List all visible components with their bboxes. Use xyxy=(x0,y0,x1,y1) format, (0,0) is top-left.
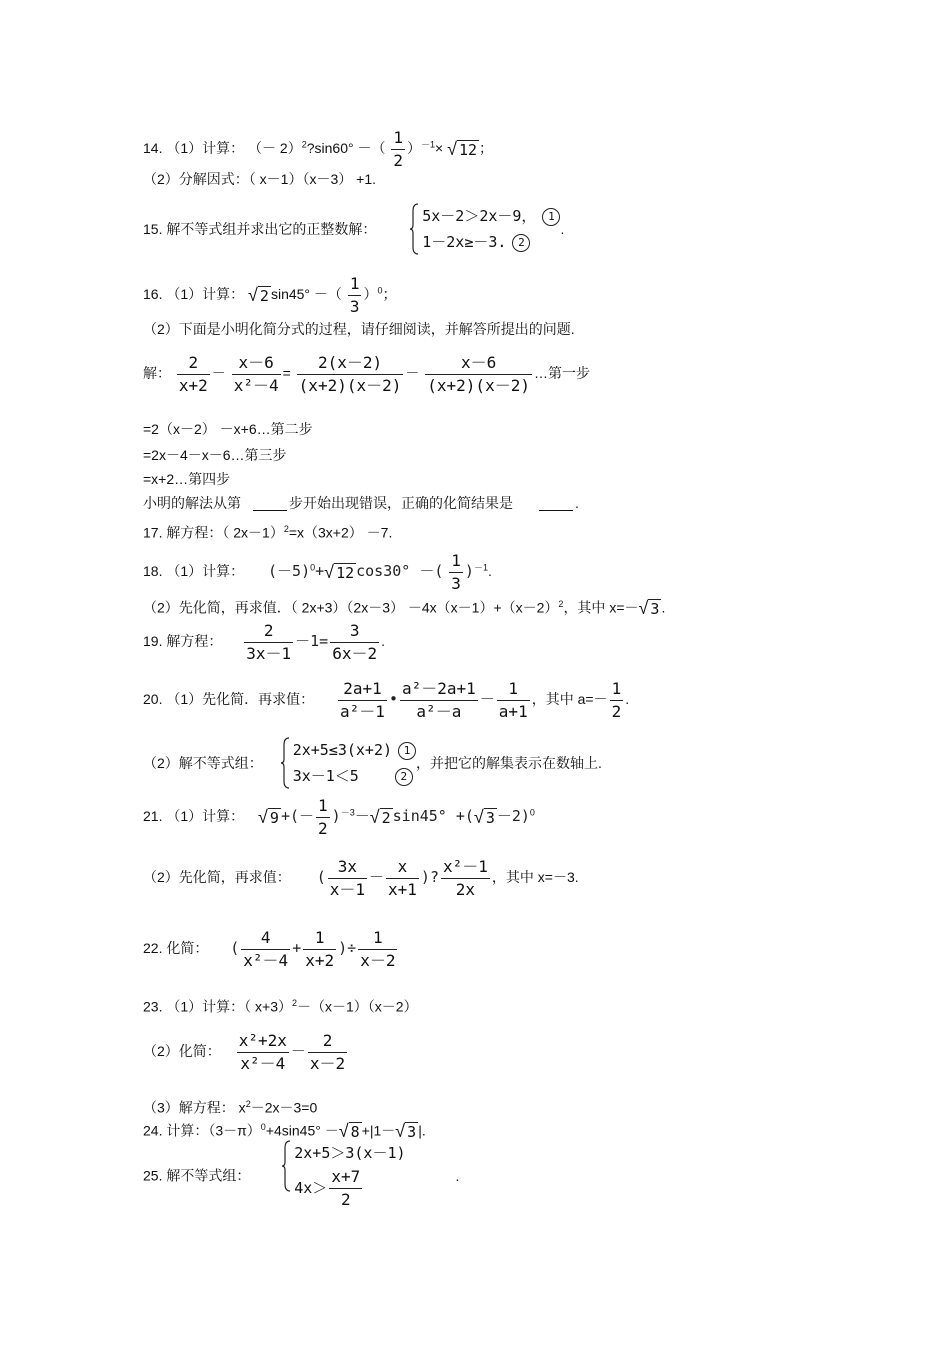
circled-number: 2 xyxy=(512,234,530,252)
sqrt-12: √ 12 xyxy=(324,562,355,582)
sqrt-2: √ 2 xyxy=(369,807,391,827)
circled-number: 2 xyxy=(395,768,413,786)
sqrt-9: √ 9 xyxy=(258,807,279,827)
problem-20-part2: （2）解不等式组： 2x+5≤3(x+2) 1 3x－1＜5 2 ，并把它的解集表示在数轴上. xyxy=(143,737,602,789)
solution-step2: =2（x－2） －x+6…第二步 xyxy=(143,421,313,437)
sqrt-3: √ 3 xyxy=(638,598,660,619)
solution-question: 小明的解法从第 步开始出现错误，正确的化简结果是 . xyxy=(143,495,579,511)
problem-21-part2: （2）先化简，再求值： ( $\frac{3x}{x-1}$ － $\frac{x}{x+1}$ )? $\frac{\text{x²－1}}{2x}$ ，其中 x=－3. xyxy=(143,857,579,899)
inequality-system-15: 5x－2＞2x－9， 1 1－2x≥－3. 2 xyxy=(410,203,560,255)
problem-17: 17. 解方程：（ 2x－1）$^2$=x（3x+2） －7. xyxy=(143,524,393,541)
problem-14-part1: 14. （1）计算： （－ 2）$^2$?sin60° －（ $\frac{1}{2}$ ）$^{-1}$× √ 12 ； xyxy=(143,128,494,170)
inequality-system-20: 2x+5≤3(x+2) 1 3x－1＜5 2 xyxy=(281,737,416,789)
brace-icon xyxy=(410,203,419,255)
problem-15: 15. 解不等式组并求出它的正整数解： 5x－2＞2x－9， 1 1－2x≥－3. 2 . xyxy=(143,203,564,255)
sqrt-8: √ 8 xyxy=(338,1121,360,1142)
problem-16-part1: 16. （1）计算： √ 2 sin45° －（ $\frac{1}{3}$ ）$^0$； xyxy=(143,274,397,316)
sqrt-2: √ 2 xyxy=(248,285,269,305)
problem-19: 19. 解方程： $\frac{2}{3x-1}$ －1= $\frac{3}{6x-2}$ . xyxy=(143,621,386,663)
problem-16-part2: （2）下面是小明化简分式的过程，请仔细阅读，并解答所提出的问题. xyxy=(143,321,575,337)
solution-step3: =2x－4－x－6…第三步 xyxy=(143,447,287,463)
problem-23-part1: 23. （1）计算：（ x+3）$^2$－（x－1）（x－2） xyxy=(143,998,418,1015)
fraction-third: $\frac{1}{3}$ xyxy=(349,274,360,316)
problem-21-part1: 21. （1）计算： √ 9 +(－ $\frac{1}{2}$ )$^{-3}$－√ 2 sin45° +(√ 3 －2)$^0$ xyxy=(143,796,535,838)
problem-18-part1: 18. （1）计算： $(-5)^0+√$ 12 cos30° －( $\frac{1}{3}$ )$^{-1}$. xyxy=(143,551,492,593)
problem-24: 24. 计算：$(3-\pi)^0+4\sin 45^\circ$ －√ 8 +|1－√ 3 |. xyxy=(143,1121,426,1142)
problem-25: 25. 解不等式组： 2x+5＞3(x－1) 4x＞ $\frac{x+7}{2}$ . xyxy=(143,1140,459,1211)
sqrt-3: √ 3 xyxy=(395,1121,417,1142)
sqrt-3: √ 3 xyxy=(473,807,495,827)
problem-23-part3: （3）解方程： $x^2-2x-3=0$ xyxy=(143,1099,318,1116)
problem-18-part2: （2）先化简，再求值．（ $2x+3)(2x-3) -4x(x-1)+(x-2)^2$，其中 x=－√ 3 . xyxy=(143,598,666,619)
problem-23-part2: （2）化简： $\frac{\text{x²+2x}}{\text{x²－4}}$ － $\frac{2}{x-2}$ xyxy=(143,1031,346,1073)
circled-number: 1 xyxy=(542,208,560,226)
solution-step4: =x+2…第四步 xyxy=(143,471,231,487)
inequality-system-25: 2x+5＞3(x－1) 4x＞ $\frac{x+7}{2}$ xyxy=(282,1140,405,1211)
brace-icon xyxy=(282,1140,291,1192)
fraction-third: $\frac{1}{3}$ xyxy=(451,551,461,593)
answer-blank xyxy=(253,510,287,511)
sqrt-12: √ 12 xyxy=(447,139,478,159)
circled-number: 1 xyxy=(398,742,416,760)
answer-blank xyxy=(539,510,573,511)
fraction-half: $\frac{1}{2}$ xyxy=(393,128,403,170)
problem-20-part1: 20. （1）先化简．再求值： $\frac{2a+1}{\text{a²－1}}$ • $\frac{\text{a²－2a+1}}{\text{a²－a}}$ － $\frac{1}{a+1}$ ，其中 a=－ $\frac{1}{2}$ . xyxy=(143,679,630,721)
brace-icon xyxy=(281,737,290,789)
solution-step1: 解： $\frac{2}{x+2}$ － $\frac{x-6}{\text{x²－4}}$ = $\frac{2(x-2)}{(x+2)(x-2)}$ － $\frac{x-6}{(x+2)(x-2)}$ …第一步 xyxy=(143,353,590,395)
problem-22: 22. 化简： ( $\frac{4}{\text{x²－4}}$ + $\frac{1}{x+2}$ )÷ $\frac{1}{x-2}$ xyxy=(143,928,396,970)
problem-14-part2: （2）分解因式：（ x－1）（x－3） +1. xyxy=(143,171,376,187)
